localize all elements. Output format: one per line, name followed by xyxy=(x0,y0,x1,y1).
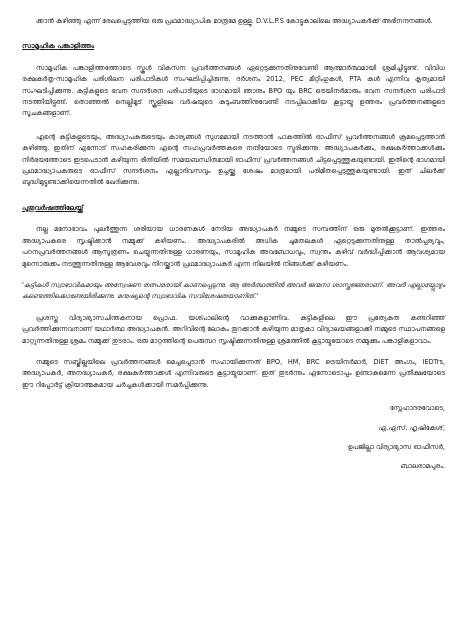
salutation: സ്നേഹാദരവോടെ, xyxy=(389,404,445,413)
quote-yashpal: 'കുട്ടികൾ സ്വാഭാവികമായും അന്വേഷണ തത്പരരായി കാണപ്പെടുന്നു. ആ അർത്ഥത്തിൽ അവർ ജന്മനാ ശാസ്ത്രജ്ഞരാണ്. അവർ എല്ലായ്പ്പോഴും കണ്ടെത്തിക്കൊണ്ടേയിരിക്കുന്നു. മനുഷ്യന്റെ സ്വാഭാവിക സവിശേഷതയാണിത്.' xyxy=(22,280,445,301)
section-heading-new-year: പുതുവർഷത്തിലേയ്ക്ക് xyxy=(22,203,84,212)
signatory-place: ബാലരാമപുരം. xyxy=(400,462,445,471)
section-heading-social-participation: സാമൂഹിക പങ്കാളിത്തം xyxy=(22,42,95,51)
paragraph-social-participation: സാമൂഹിക പങ്കാളിത്തത്തോടെ സ്കൂൾ വികസന പ്രവർത്തനങ്ങൾ ഏറ്റെടുക്കുന്നതിനുവേണ്ടി ആത്മാർത്ഥമായി ശ്രമിച്ചിട്ടുണ്ട്. വിവിധ രക്ഷകർതൃ-സാമൂഹിക പരിശീലന പരിപാടികൾ സംഘടിപ്പിച്ചിരുന്നു. ദർശനം 2012, PEC മീറ്റിംഗുകൾ, PTA കൾ എന്നിവ കൃത്യമായി സംഘടിപ്പിക്കുന്നു. കുട്ടികളുടെ ഭവന സന്ദർശന പരിപാടിയുടെ ഭാഗമായി ഞാനും BPO യും BRC ട്രെയിനർമാരും ഭവന സന്ദർശന പരിപാടി നടത്തിയിട്ടുണ്ട്. തൊഞ്ഞൽ നെല്ലിമൂട് സ്കൂളിലെ വർഷയുടെ കുടുംബത്തിനുവേണ്ടി നടപ്പിലാക്കിയ കൂട്ടായ്മ ഉത്തരം പ്രവർത്തനങ്ങളുടെ സൂചകങ്ങളാണ്. xyxy=(22,63,445,118)
paragraph-model-schools: പ്രശസ്ത വിദ്യാഭ്യാസചിന്തകനായ പ്രൊഫ. യശ്പാലിന്റെ വാക്കുകളാണിവ. കുട്ടികളിലെ ഈ പ്രത്യേകത കണ്ടറിഞ്ഞ് പ്രവർത്തിക്കുന്നവനാണ് യഥാർത്ഥ അദ്ധ്യാപകൻ. അറിവിന്റെ ലോകം തുറക്കാൻ കഴിയുന്ന മാതൃകാ വിദ്യാലയങ്ങളാക്കി നമ്മുടെ സ്ഥാപനങ്ങളെ മാറ്റുന്നതിനുള്ള ശ്രമം നമ്മുക്ക് തുടരാം. ഒരു മാറ്റത്തിന്റെ പെരുമ്പറ സൃഷ്ടിക്കുന്നതിനുള്ള ശ്രമത്തിൽ കൂട്ടായ്മയോടെ നമ്മുക്കും പങ്കാളികളാവാം. xyxy=(22,313,445,345)
paragraph-subdistrict-collective: നമ്മുടെ സബ്ജില്ലയിലെ പ്രവർത്തനങ്ങൾ മെച്ചപ്പെടാൻ സഹായിക്കുന്നത് BPO, HM, BRC ട്രെയിനർമാർ, DIET അംഗം, IEDTrs, അദ്ധ്യാപകർ, അനദ്ധ്യാപകർ, രക്ഷകർത്താക്കൾ എന്നിവരുടെ കൂട്ടായ്മയാണ്. ഇത് തുടർന്നും എന്നോടൊപ്പം ഉണ്ടാകുമെന്ന പ്രതീക്ഷയോടെ ഈ റിപ്പോർട്ട് ക്രിയാത്മകമായ ചർച്ചകൾക്കായി സമർപ്പിക്കുന്നു. xyxy=(22,357,445,389)
signatory-name: എ.എസ്. ഹൃഷികേശ്, xyxy=(378,423,445,432)
intro-paragraph: ക്കാൻ കഴിഞ്ഞു എന്ന് രേഖപ്പെടുത്തിയ ഒരു പ്രഥമാദ്ധ്യാപിക മാത്രമേ ഉള്ളൂ. D.V.L.P.S കോട്ടുകാലിലെ അദ്ധ്യാപകർക്ക് അഭിനന്ദനങ്ങൾ. xyxy=(36,17,433,25)
signatory-designation: ഉപജില്ലാ വിദ്യാഭ്യാസ ഓഫീസർ, xyxy=(347,442,445,451)
paragraph-teacher-attitude: നല്ല മനോഭാവം പുലർത്തുന്ന ശരിയായ ധാരണകൾ നേടിയ അദ്ധ്യാപകർ നമ്മുടെ സമ്പത്തിന് ഒരു മുതൽക്കൂട്ടാണ്. ഇത്തരം അദ്ധ്യാപകരെ സൃഷ്ടിക്കാൻ നമ്മുക്ക് കഴിയണം. അദ്ധ്യാപകരിൽ അധിക ചുമതലകൾ ഏറ്റെടുക്കുന്നതിനുള്ള താൽപ്പര്യവും, പഠനപ്രവർത്തനങ്ങൾ ആസൂത്രണം ചെയ്യുന്നതിനുള്ള ധാരണയും, സാമൂഹിക അവബോധവും, സ്വന്തം കഴിവ് വർദ്ധിപ്പിക്കാൻ ആവശ്യമായ മുന്നൊരുക്കം നടത്തുന്നതിനുള്ള ആവേശവും നിറയ്ക്കാൻ പ്രഥമാദ്ധ്യാപകർ എന്ന നിലയിൽ നിങ്ങൾക്ക് കഴിയണം. xyxy=(22,225,445,268)
paragraph-office-activities: എന്റെ കുട്ടികളുടെയും, അദ്ധ്യാപകരുടെയും കാര്യങ്ങൾ സുഗമമായി നടത്താൻ പാകത്തിൽ ഓഫീസ് പ്രവർത്തനങ്ങൾ ക്രമപ്പെടുത്താൻ കഴിഞ്ഞു. ഇതിന് എന്നോട് സഹകരിക്കുന്ന എന്റെ സഹപ്രവർത്തകരെ നന്ദിയോടെ സ്മരിക്കുന്നു. അദ്ധ്യാപകർക്കും, രക്ഷകർത്താക്കൾക്കും നിർഭയത്തോടെ ഇടപെടാൻ കഴിയുന്ന രീതിയിൽ സമയബന്ധിതമായി ഓഫീസ് പ്രവർത്തനങ്ങൾ ചിട്ടപ്പെടുത്തുകയുണ്ടായി. ഇതിന്റെ ഭാഗമായി പ്രഥമാദ്ധ്യാപകരുടെ ഓഫീസ് സന്ദർശനം എല്ലാദിവസവും ഉച്ചയ്ക്കു ശേഷം മാത്രമായി പരിമിതപ്പെടുത്തുകയുണ്ടായി. ഇത് ചിലർക്ക് ബുദ്ധിമുട്ടുണ്ടാക്കിയെന്നതിൽ ഖേദിക്കുന്നു. xyxy=(22,132,445,187)
